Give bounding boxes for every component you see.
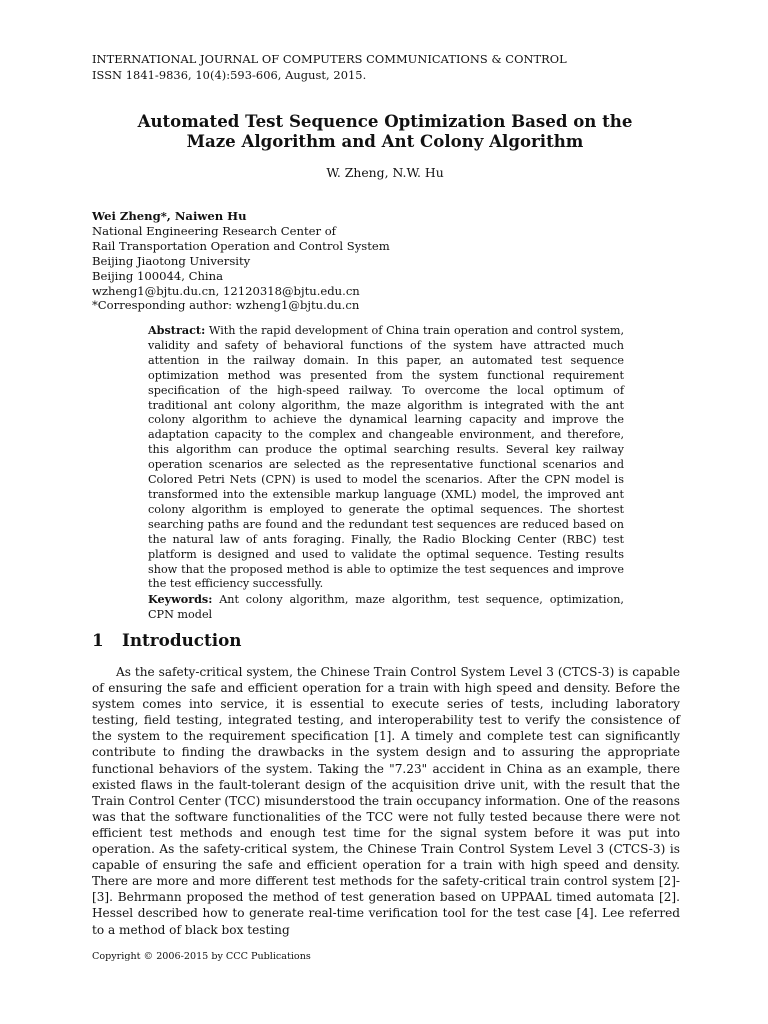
author-names: Wei Zheng*, Naiwen Hu (92, 209, 247, 223)
issn-line: ISSN 1841-9836, 10(4):593-606, August, 2015. (92, 68, 367, 82)
affiliation-line: National Engineering Research Center of (92, 223, 336, 238)
title-line-2: Maze Algorithm and Ant Colony Algorithm (186, 131, 584, 151)
abstract-text: With the rapid development of China train operation and control system, validity and safety of behavioral functions of the system have attracted much attention in the railway domain. In this paper, an automated test sequence optimization method was presented from the system functional requirement specification of the high-speed railway. To overcome the local optimum of traditional ant colony algorithm, the maze algorithm is integrated with the ant colony algorithm to achieve the dynamical learning capacity and improve the adaptation capacity to the complex and changeable environment, and therefore, this algorithm can produce the optimal searching results. Several key railway operation scenarios are selected as the representative functional scenarios and Colored Petri Nets (CPN) is used to model the scenarios. After the CPN model is transformed into the extensible markup language (XML) model, the improved ant colony algorithm is employed to generate the optimal sequences. The shortest searching paths are found and the redundant test sequences are reduced based on the natural law of ants foraging. Finally, the Radio Blocking Center (RBC) test platform is designed and used to validate the optimal sequence. Testing results show that the proposed method is able to optimize the test sequences and improve the test efficiency successfully. (148, 324, 624, 591)
keywords-text: Ant colony algorithm, maze algorithm, test sequence, optimization, CPN model (148, 593, 624, 622)
section-title: Introduction (122, 630, 242, 650)
section-heading (92, 630, 242, 650)
paper-title (92, 111, 678, 151)
copyright-footer: Copyright © 2006-2015 by CCC Publications (92, 951, 311, 962)
corresponding-author: *Corresponding author: wzheng1@bjtu.du.cn (92, 298, 360, 313)
affiliation-line: Rail Transportation Operation and Control System (92, 238, 390, 253)
affiliation-line: Beijing 100044, China (92, 268, 224, 283)
journal-header (92, 51, 567, 83)
short-authors: W. Zheng, N.W. Hu (326, 165, 444, 180)
introduction-body (92, 664, 680, 938)
abstract-label: Abstract: (148, 323, 206, 337)
abstract-block (148, 323, 624, 623)
journal-name: INTERNATIONAL JOURNAL OF COMPUTERS COMMUNICATIONS & CONTROL (92, 52, 567, 66)
affiliation-block (92, 209, 390, 313)
email-line: wzheng1@bjtu.du.cn, 12120318@bjtu.edu.cn (92, 283, 360, 298)
keywords-label: Keywords: (148, 592, 213, 607)
abstract-paragraph (148, 323, 624, 592)
title-line-1: Automated Test Sequence Optimization Based on the (137, 111, 633, 131)
section-number: 1 (92, 630, 104, 650)
affiliation-line: Beijing Jiaotong University (92, 253, 251, 268)
body-paragraph: As the safety-critical system, the Chinese Train Control System Level 3 (CTCS-3) is capable of ensuring the safe and efficient operation for a train with high speed and density. Before the system comes into service, it is essential to execute series of tests, including laboratory testing, field testing, integrated testing, and interoperability test to verify the consistence of the system to the requirement specification [1]. A timely and complete test can significantly contribute to finding the drawbacks in the system design and to assuring the appropriate functional behaviors of the system. Taking the "7.23" accident in China as an example, there existed flaws in the fault-tolerant design of the acquisition drive unit, with the result that the Train Control Center (TCC) misunderstood the train occupancy information. One of the reasons was that the software functionalities of the TCC were not fully tested because there were not efficient test methods and enough test time for the signal system before it was put into operation. As the safety-critical system, the Chinese Train Control System Level 3 (CTCS-3) is capable of ensuring the safe and efficient operation for a train with high speed and density. There are more and more different test methods for the safety-critical train control system [2]- [3]. Behrmann proposed the method of test generation based on UPPAAL timed automata [2]. Hessel described how to generate real-time verification tool for the test case [4]. Lee referred to a method of black box testing (92, 665, 680, 937)
keywords-paragraph (148, 592, 624, 623)
